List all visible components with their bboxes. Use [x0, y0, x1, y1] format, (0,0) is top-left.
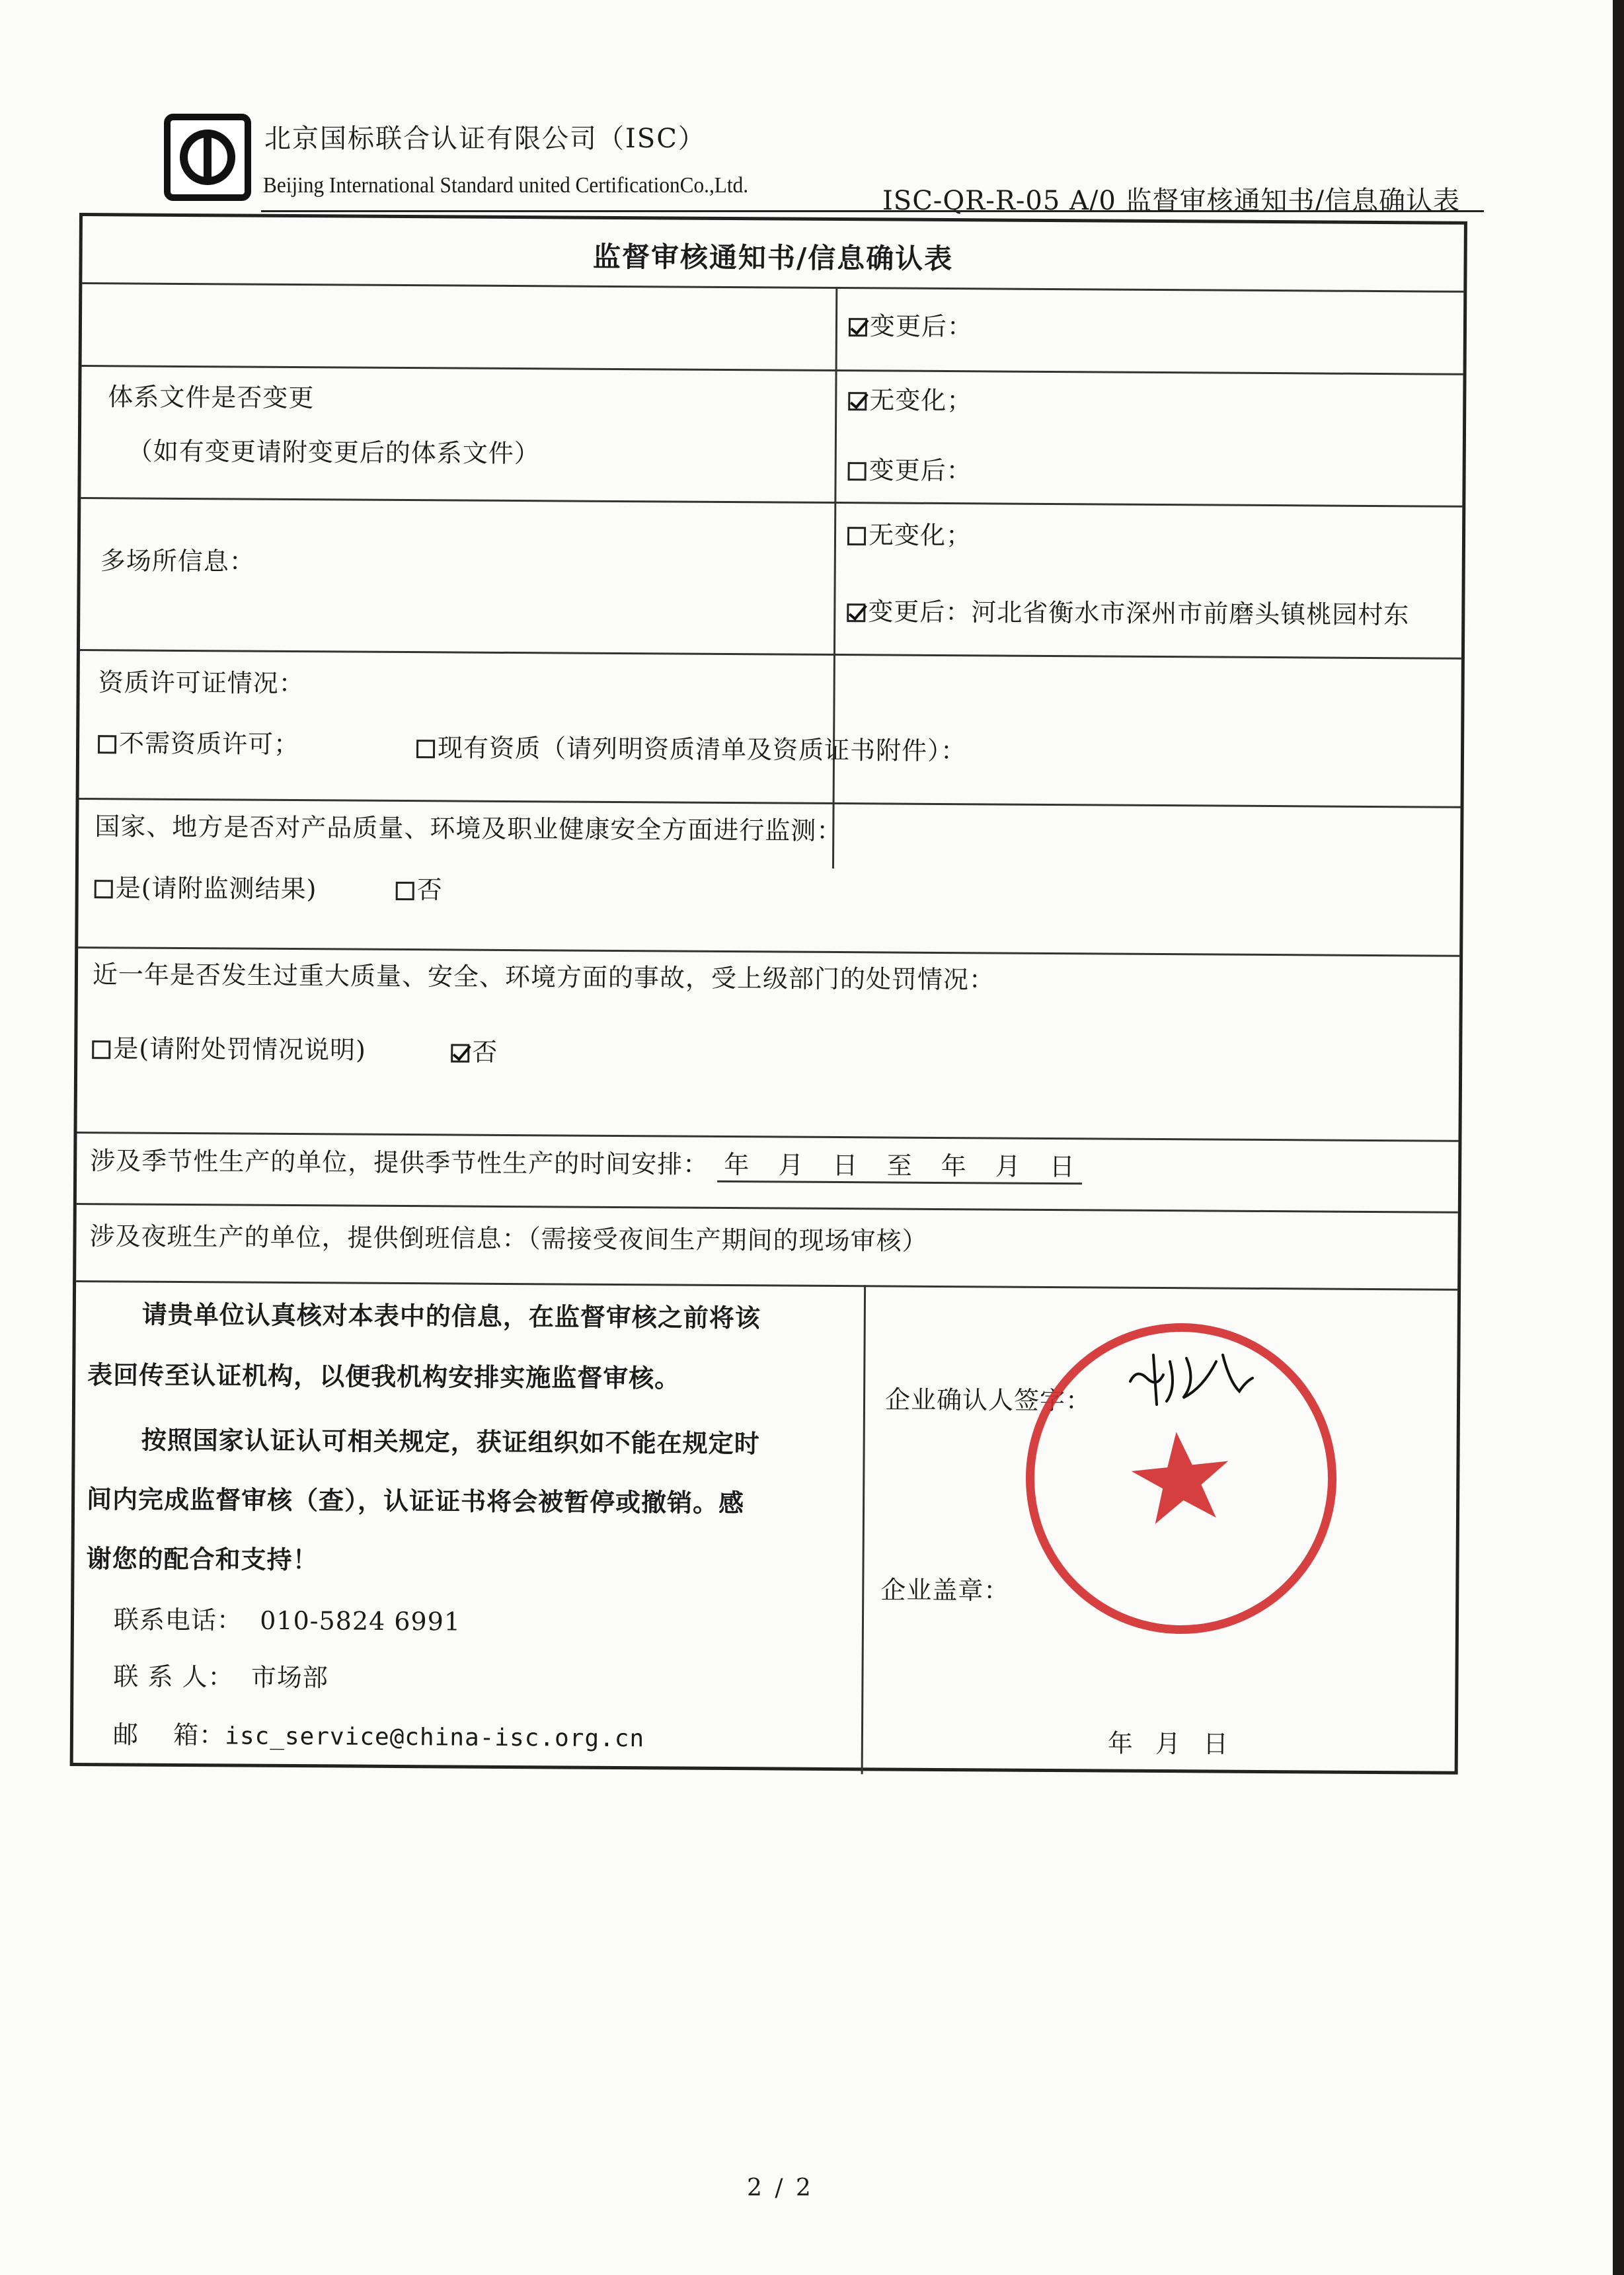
divider — [77, 1132, 1458, 1142]
system-docs-changed-label: 变更后： — [869, 455, 972, 486]
monitoring-label: 国家、地方是否对产品质量、环境及职业健康安全方面进行监测： — [95, 812, 843, 846]
notice-line: 表回传至认证机构，以便我机构安排实施监督审核。 — [87, 1360, 681, 1393]
divider — [76, 1280, 1457, 1291]
multi-site-unchanged-checkbox[interactable] — [847, 527, 866, 545]
multi-site-label: 多场所信息： — [100, 546, 255, 576]
monitoring-yes-checkbox[interactable] — [95, 880, 113, 898]
signer-label: 企业确认人签字： — [884, 1385, 1092, 1416]
contact-person-label: 联 系 人： — [113, 1662, 234, 1692]
company-name-en: Beijing International Standard united CertificationCo.,Ltd. — [263, 173, 749, 198]
contact-email — [113, 1714, 645, 1754]
multi-site-changed-checkbox[interactable] — [847, 603, 865, 622]
contact-phone-label: 联系电话： — [113, 1605, 243, 1635]
contact-phone — [114, 1599, 461, 1637]
monitoring-no-option[interactable] — [396, 869, 443, 906]
column-divider — [861, 1285, 867, 1774]
divider — [77, 1203, 1458, 1214]
monitoring-yes-label: 是(请附监测结果) — [115, 873, 317, 904]
system-docs-changed-option[interactable] — [847, 449, 972, 486]
company-seal-stamp — [1011, 1308, 1352, 1650]
license-none-option[interactable] — [98, 722, 299, 760]
divider — [82, 282, 1463, 293]
contact-email-label: 邮 箱： — [112, 1720, 225, 1750]
monitoring-yes-option[interactable] — [95, 867, 317, 905]
system-docs-changed-checkbox[interactable] — [848, 462, 867, 481]
header-divider — [261, 210, 1484, 212]
notice-line: 谢您的配合和支持！ — [86, 1543, 319, 1575]
page-number: 2 / 2 — [747, 2175, 814, 2202]
system-docs-unchanged-checkbox[interactable] — [848, 392, 867, 410]
contact-email-value[interactable]: isc_service@china-isc.org.cn — [225, 1722, 645, 1753]
system-docs-unchanged-option[interactable] — [848, 379, 972, 416]
row1-changed-option[interactable] — [849, 305, 973, 342]
system-docs-note: （如有变更请附变更后的体系文件） — [127, 436, 540, 469]
multi-site-unchanged-option[interactable] — [847, 514, 972, 551]
accident-no-checkbox[interactable] — [451, 1044, 469, 1062]
accident-label: 近一年是否发生过重大质量、安全、环境方面的事故，受上级部门的处罚情况： — [92, 960, 995, 995]
divider — [82, 365, 1463, 375]
license-label: 资质许可证情况： — [98, 668, 305, 699]
seasonal-label — [90, 1140, 1082, 1182]
contact-person-value: 市场部 — [251, 1662, 329, 1693]
seasonal-label-text: 涉及季节性生产的单位，提供季节性生产的时间安排： — [90, 1146, 709, 1179]
row1-changed-checkbox[interactable] — [849, 318, 867, 336]
row1-changed-label: 变更后： — [869, 311, 974, 342]
divider — [80, 649, 1461, 660]
multi-site-address: 河北省衡水市深州市前磨头镇桃园村东 — [971, 598, 1410, 630]
notice-line: 按照国家认证认可相关规定，获证组织如不能在规定时 — [141, 1424, 760, 1459]
notice-line: 间内完成监督审核（查），认证证书将会被暂停或撤销。感 — [86, 1484, 745, 1518]
night-shift-label: 涉及夜班生产的单位，提供倒班信息：（需接受夜间生产期间的现场审核） — [89, 1221, 928, 1256]
form-title: 监督审核通知书/信息确认表 — [592, 240, 954, 276]
notice-line: 请贵单位认真核对本表中的信息，在监督审核之前将该 — [141, 1299, 761, 1333]
multi-site-unchanged-label: 无变化； — [868, 520, 972, 551]
isc-logo — [164, 114, 251, 201]
company-name-cn: 北京国标联合认证有限公司（ISC） — [264, 124, 706, 154]
seal-label: 企业盖章： — [880, 1575, 1010, 1605]
license-existing-checkbox[interactable] — [416, 740, 435, 758]
contact-phone-value[interactable]: 010-5824 6991 — [260, 1605, 461, 1637]
accident-yes-checkbox[interactable] — [92, 1040, 110, 1059]
seasonal-date-range[interactable]: 年 月 日 至 年 月 日 — [717, 1150, 1082, 1184]
license-existing-label: 现有资质（请列明资质清单及资质证书附件）： — [437, 733, 967, 766]
accident-no-option[interactable] — [451, 1031, 498, 1067]
license-existing-option[interactable] — [416, 727, 966, 767]
accident-no-label: 否 — [472, 1037, 498, 1067]
column-divider — [832, 287, 837, 868]
document-number: ISC-QR-R-05 A/0 监督审核通知书/信息确认表 — [882, 186, 1460, 216]
divider — [81, 497, 1462, 508]
contact-person — [113, 1656, 329, 1693]
confirm-date: 年 月 日 — [1107, 1728, 1229, 1759]
multi-site-changed-label: 变更后： — [868, 597, 972, 627]
license-none-checkbox[interactable] — [98, 735, 116, 753]
seal-star-icon — [1020, 1317, 1342, 1640]
monitoring-no-checkbox[interactable] — [396, 882, 414, 900]
system-docs-unchanged-label: 无变化； — [869, 385, 973, 416]
license-none-label: 不需资质许可； — [118, 728, 300, 759]
multi-site-changed-option[interactable] — [847, 591, 1409, 631]
accident-yes-label: 是(请附处罚情况说明) — [113, 1034, 367, 1065]
system-docs-label: 体系文件是否变更 — [108, 382, 315, 413]
monitoring-no-label: 否 — [416, 875, 443, 905]
accident-yes-option[interactable] — [92, 1028, 366, 1066]
